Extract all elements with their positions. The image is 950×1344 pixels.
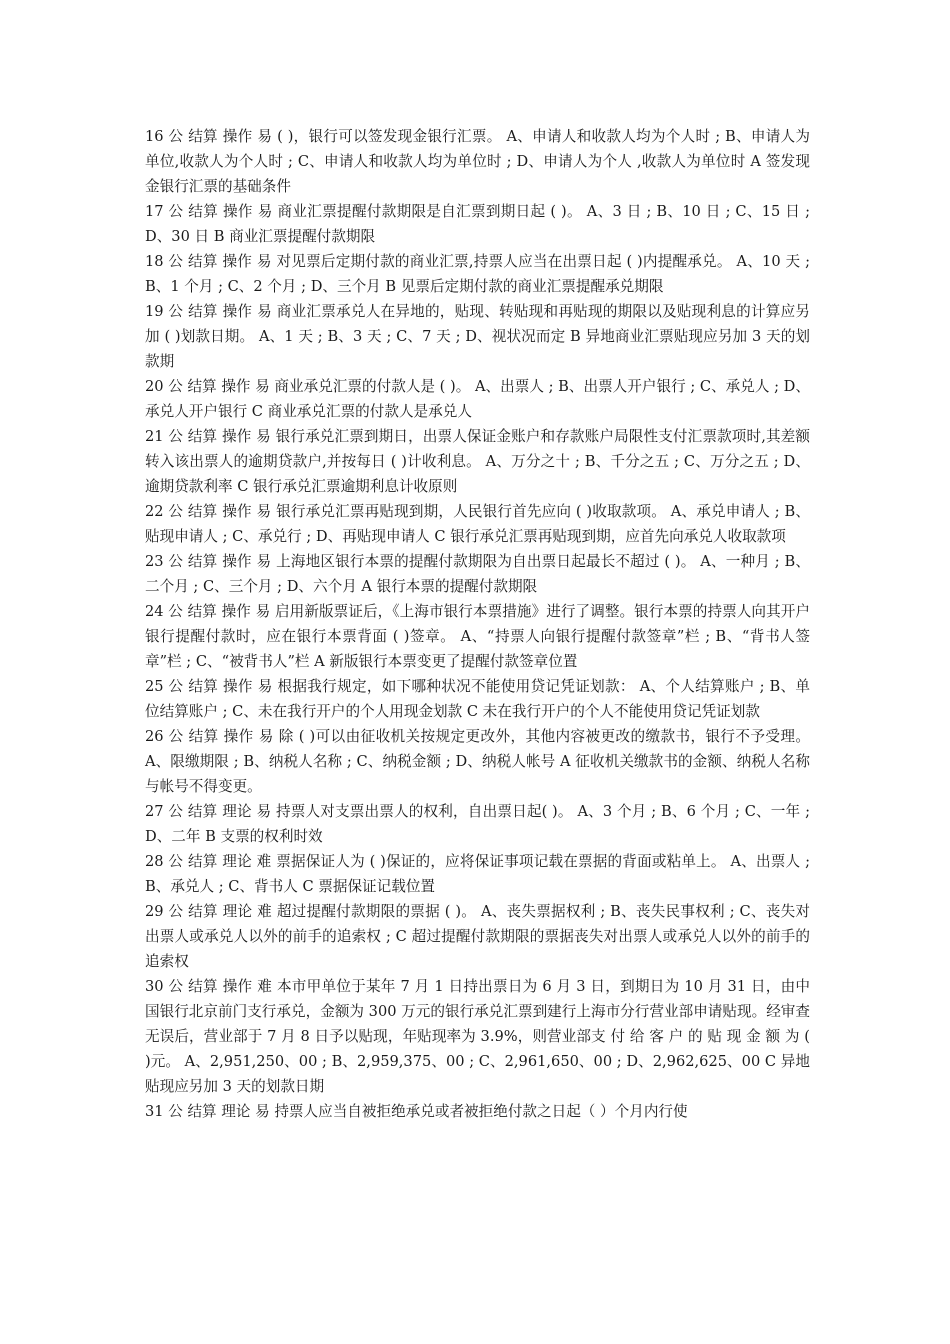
question-21: 21 公 结算 操作 易 银行承兑汇票到期日，出票人保证金账户和存款账户局限性支付汇票款项时,其差额转入该出票人的逾期贷款户,并按每日 ( )计收利息。 A、万分之十 ; B、千分之五 ; C、万分之五 ; D、逾期贷款利率 C 银行承兑汇票逾期利息计收原则 [145,428,810,495]
question-19: 19 公 结算 操作 易 商业汇票承兑人在异地的，贴现、转贴现和再贴现的期限以及贴现利息的计算应另加 ( )划款日期。 A、1 天 ; B、3 天 ; C、7 天 ; D、视状况而定 B 异地商业汇票贴现应另加 3 天的划款期 [145,303,810,370]
question-22: 22 公 结算 操作 易 银行承兑汇票再贴现到期，人民银行首先应向 ( )收取款项。 A、承兑申请人 ; B、贴现申请人 ; C、承兑行 ; D、再贴现申请人 C 银行承兑汇票再贴现到期，应首先向承兑人收取款项 [145,503,810,545]
question-16: 16 公 结算 操作 易 ( )，银行可以签发现金银行汇票。 A、申请人和收款人均为个人时 ; B、申请人为单位,收款人为个人时 ; C、申请人和收款人均为单位时 ; D、申请人为个人 ,收款人为单位时 A 签发现金银行汇票的基础条件 [145,128,810,195]
document-body [145,124,810,1124]
question-18: 18 公 结算 操作 易 对见票后定期付款的商业汇票,持票人应当在出票日起 ( )内提醒承兑。 A、10 天 ; B、1 个月 ; C、2 个月 ; D、三个月 B 见票后定期付款的商业汇票提醒承兑期限 [145,253,810,295]
question-31: 31 公 结算 理论 易 持票人应当自被拒绝承兑或者被拒绝付款之日起（ ）个月内行使 [145,1103,688,1120]
question-23: 23 公 结算 操作 易 上海地区银行本票的提醒付款期限为自出票日起最长不超过 ( )。 A、一种月 ; B、二个月 ; C、三个月 ; D、六个月 A 银行本票的提醒付款期限 [145,553,810,595]
question-26: 26 公 结算 操作 易 除 ( )可以由征收机关按规定更改外，其他内容被更改的缴款书，银行不予受理。 A、限缴期限 ; B、纳税人名称 ; C、纳税金额 ; D、纳税人帐号 A 征收机关缴款书的金额、纳税人名称与帐号不得变更。 [145,728,810,795]
question-25: 25 公 结算 操作 易 根据我行规定，如下哪种状况不能使用贷记凭证划款： A、个人结算账户 ; B、单位结算账户 ; C、未在我行开户的个人用现金划款 C 未在我行开户的个人不能使用贷记凭证划款 [145,678,810,720]
question-20: 20 公 结算 操作 易 商业承兑汇票的付款人是 ( )。 A、出票人 ; B、出票人开户银行 ; C、承兑人 ; D、承兑人开户银行 C 商业承兑汇票的付款人是承兑人 [145,378,810,420]
question-30: 30 公 结算 操作 难 本市甲单位于某年 7 月 1 日持出票日为 6 月 3 日，到期日为 10 月 31 日，由中国银行北京前门支行承兑，金额为 300 万元的银行承兑汇票到建行上海市分行营业部申请贴现。经审查无误后，营业部于 7 月 8 日予以贴现，年贴现率为 3.9%，则营业部支 付 给 客 户 的 贴 现 金 额 为 ( )元。 A、2,951,250、00 ; B、2,959,375、00 ; C、2,961,650、00 ; D、2,962,625、00 C 异地贴现应另加 3 天的划款日期 [145,978,810,1095]
question-27: 27 公 结算 理论 易 持票人对支票出票人的权利，自出票日起( )。 A、3 个月 ; B、6 个月 ; C、一年 ; D、二年 B 支票的权利时效 [145,803,810,845]
question-24: 24 公 结算 操作 易 启用新版票证后，《上海市银行本票措施》进行了调整。银行本票的持票人向其开户银行提醒付款时，应在银行本票背面 ( )签章。 A、“持票人向银行提醒付款签章”栏 ; B、“背书人签章”栏 ; C、“被背书人”栏 A 新版银行本票变更了提醒付款签章位置 [145,603,810,670]
question-28: 28 公 结算 理论 难 票据保证人为 ( )保证的，应将保证事项记载在票据的背面或粘单上。 A、出票人 ; B、承兑人 ; C、背书人 C 票据保证记载位置 [145,853,810,895]
question-29: 29 公 结算 理论 难 超过提醒付款期限的票据 ( )。 A、丧失票据权利 ; B、丧失民事权利 ; C、丧失对出票人或承兑人以外的前手的追索权 ; C 超过提醒付款期限的票据丧失对出票人或承兑人以外的前手的追索权 [145,903,810,970]
question-17: 17 公 结算 操作 易 商业汇票提醒付款期限是自汇票到期日起 ( )。 A、3 日 ; B、10 日 ; C、15 日 ; D、30 日 B 商业汇票提醒付款期限 [145,203,810,245]
